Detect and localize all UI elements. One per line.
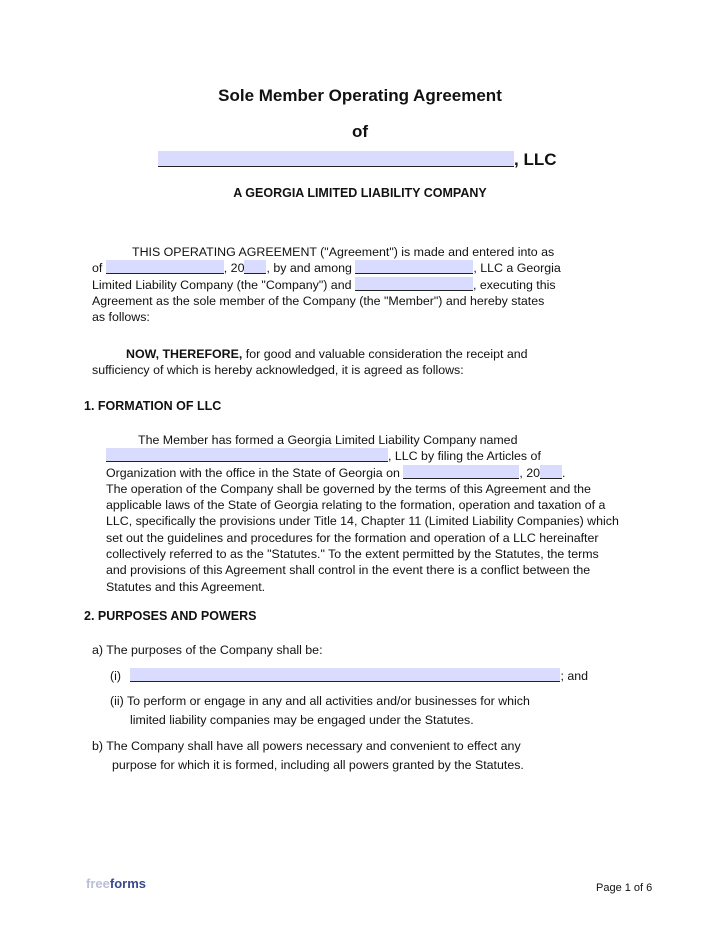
now-therefore-paragraph [92, 346, 628, 379]
intro-executing: , executing this [472, 277, 556, 292]
agreement-year-field[interactable] [244, 260, 266, 274]
section-1-heading: 1. FORMATION OF LLC [84, 399, 222, 413]
llc-name-line [158, 150, 557, 170]
filing-date-field[interactable] [403, 465, 519, 479]
purpose-i-end: ; and [560, 669, 589, 683]
purpose-i-label: (i) [110, 669, 122, 683]
member-name-field[interactable] [355, 277, 473, 291]
document-subtitle: A GEORGIA LIMITED LIABILITY COMPANY [233, 186, 487, 200]
filing-period: . [562, 465, 566, 480]
agreement-date-field[interactable] [106, 260, 224, 274]
purpose-i-line [110, 668, 588, 684]
llc-suffix: , LLC [514, 150, 557, 169]
section-1-main-text: The operation of the Company shall be governed by the terms of this Agreement and the applicable laws of the State of Georgia relating to the formation, operation and taxation of a LLC, specifically the provisions under Title 14, Chapter 11 (Limited Liability Companies) which set out the guidelines and procedures for the formation and operation of a LLC hereinafter collectively referred to as the "Statutes." To the extent permitted by the Statutes, the terms and provisions of this Agreement shall control in the event there is a conflict between the Statutes and this Agreement. [106, 481, 619, 594]
section-1-line-3: Organization with the office in the State of Georgia on [106, 465, 400, 480]
purpose-ii-line-1: (ii) To perform or engage in any and all activities and/or businesses for which [110, 694, 530, 708]
section-1-line-2: , LLC by filing the Articles of [388, 449, 541, 464]
section-1-body [106, 432, 620, 595]
now-therefore-rest: for good and valuable consideration the receipt and [242, 347, 528, 361]
intro-line-1: THIS OPERATING AGREEMENT ("Agreement") is made and entered into as [132, 245, 555, 259]
document-title-of: of [351, 122, 369, 141]
page-number: Page 1 of 6 [596, 882, 653, 894]
now-therefore-line-2: sufficiency of which is hereby acknowledged, it is agreed as follows: [92, 363, 464, 378]
intro-llc-georgia: , LLC a Georgia [473, 261, 561, 276]
intro-paragraph [92, 244, 628, 325]
company-name-field[interactable] [355, 260, 473, 274]
intro-year-prefix: , 20 [223, 261, 245, 276]
now-therefore-bold: NOW, THEREFORE, [126, 347, 243, 361]
filing-year-prefix: , 20 [519, 465, 541, 480]
purpose-field[interactable] [130, 668, 560, 682]
purpose-ii-line-2: limited liability companies may be engaged under the Statutes. [130, 713, 474, 727]
section-1-line-1: The Member has formed a Georgia Limited Liability Company named [138, 433, 518, 447]
intro-by-among: , by and among [266, 261, 352, 276]
powers-b-line-2: purpose for which it is formed, including all powers granted by the Statutes. [112, 758, 524, 772]
intro-line-5: as follows: [92, 310, 150, 325]
intro-line-3: Limited Liability Company (the "Company") and [92, 277, 352, 292]
document-title: Sole Member Operating Agreement [218, 86, 502, 105]
llc-formed-name-field[interactable] [106, 448, 388, 462]
freeforms-logo: freeforms [86, 876, 146, 891]
powers-b-line-1: b) The Company shall have all powers necessary and convenient to effect any [92, 739, 521, 753]
intro-of: of [92, 261, 103, 276]
intro-line-4: Agreement as the sole member of the Company (the "Member") and hereby states [92, 293, 545, 308]
purposes-a: a) The purposes of the Company shall be: [92, 643, 323, 657]
section-2-heading: 2. PURPOSES AND POWERS [84, 609, 257, 623]
llc-name-field[interactable] [158, 151, 514, 167]
filing-year-field[interactable] [540, 465, 562, 479]
